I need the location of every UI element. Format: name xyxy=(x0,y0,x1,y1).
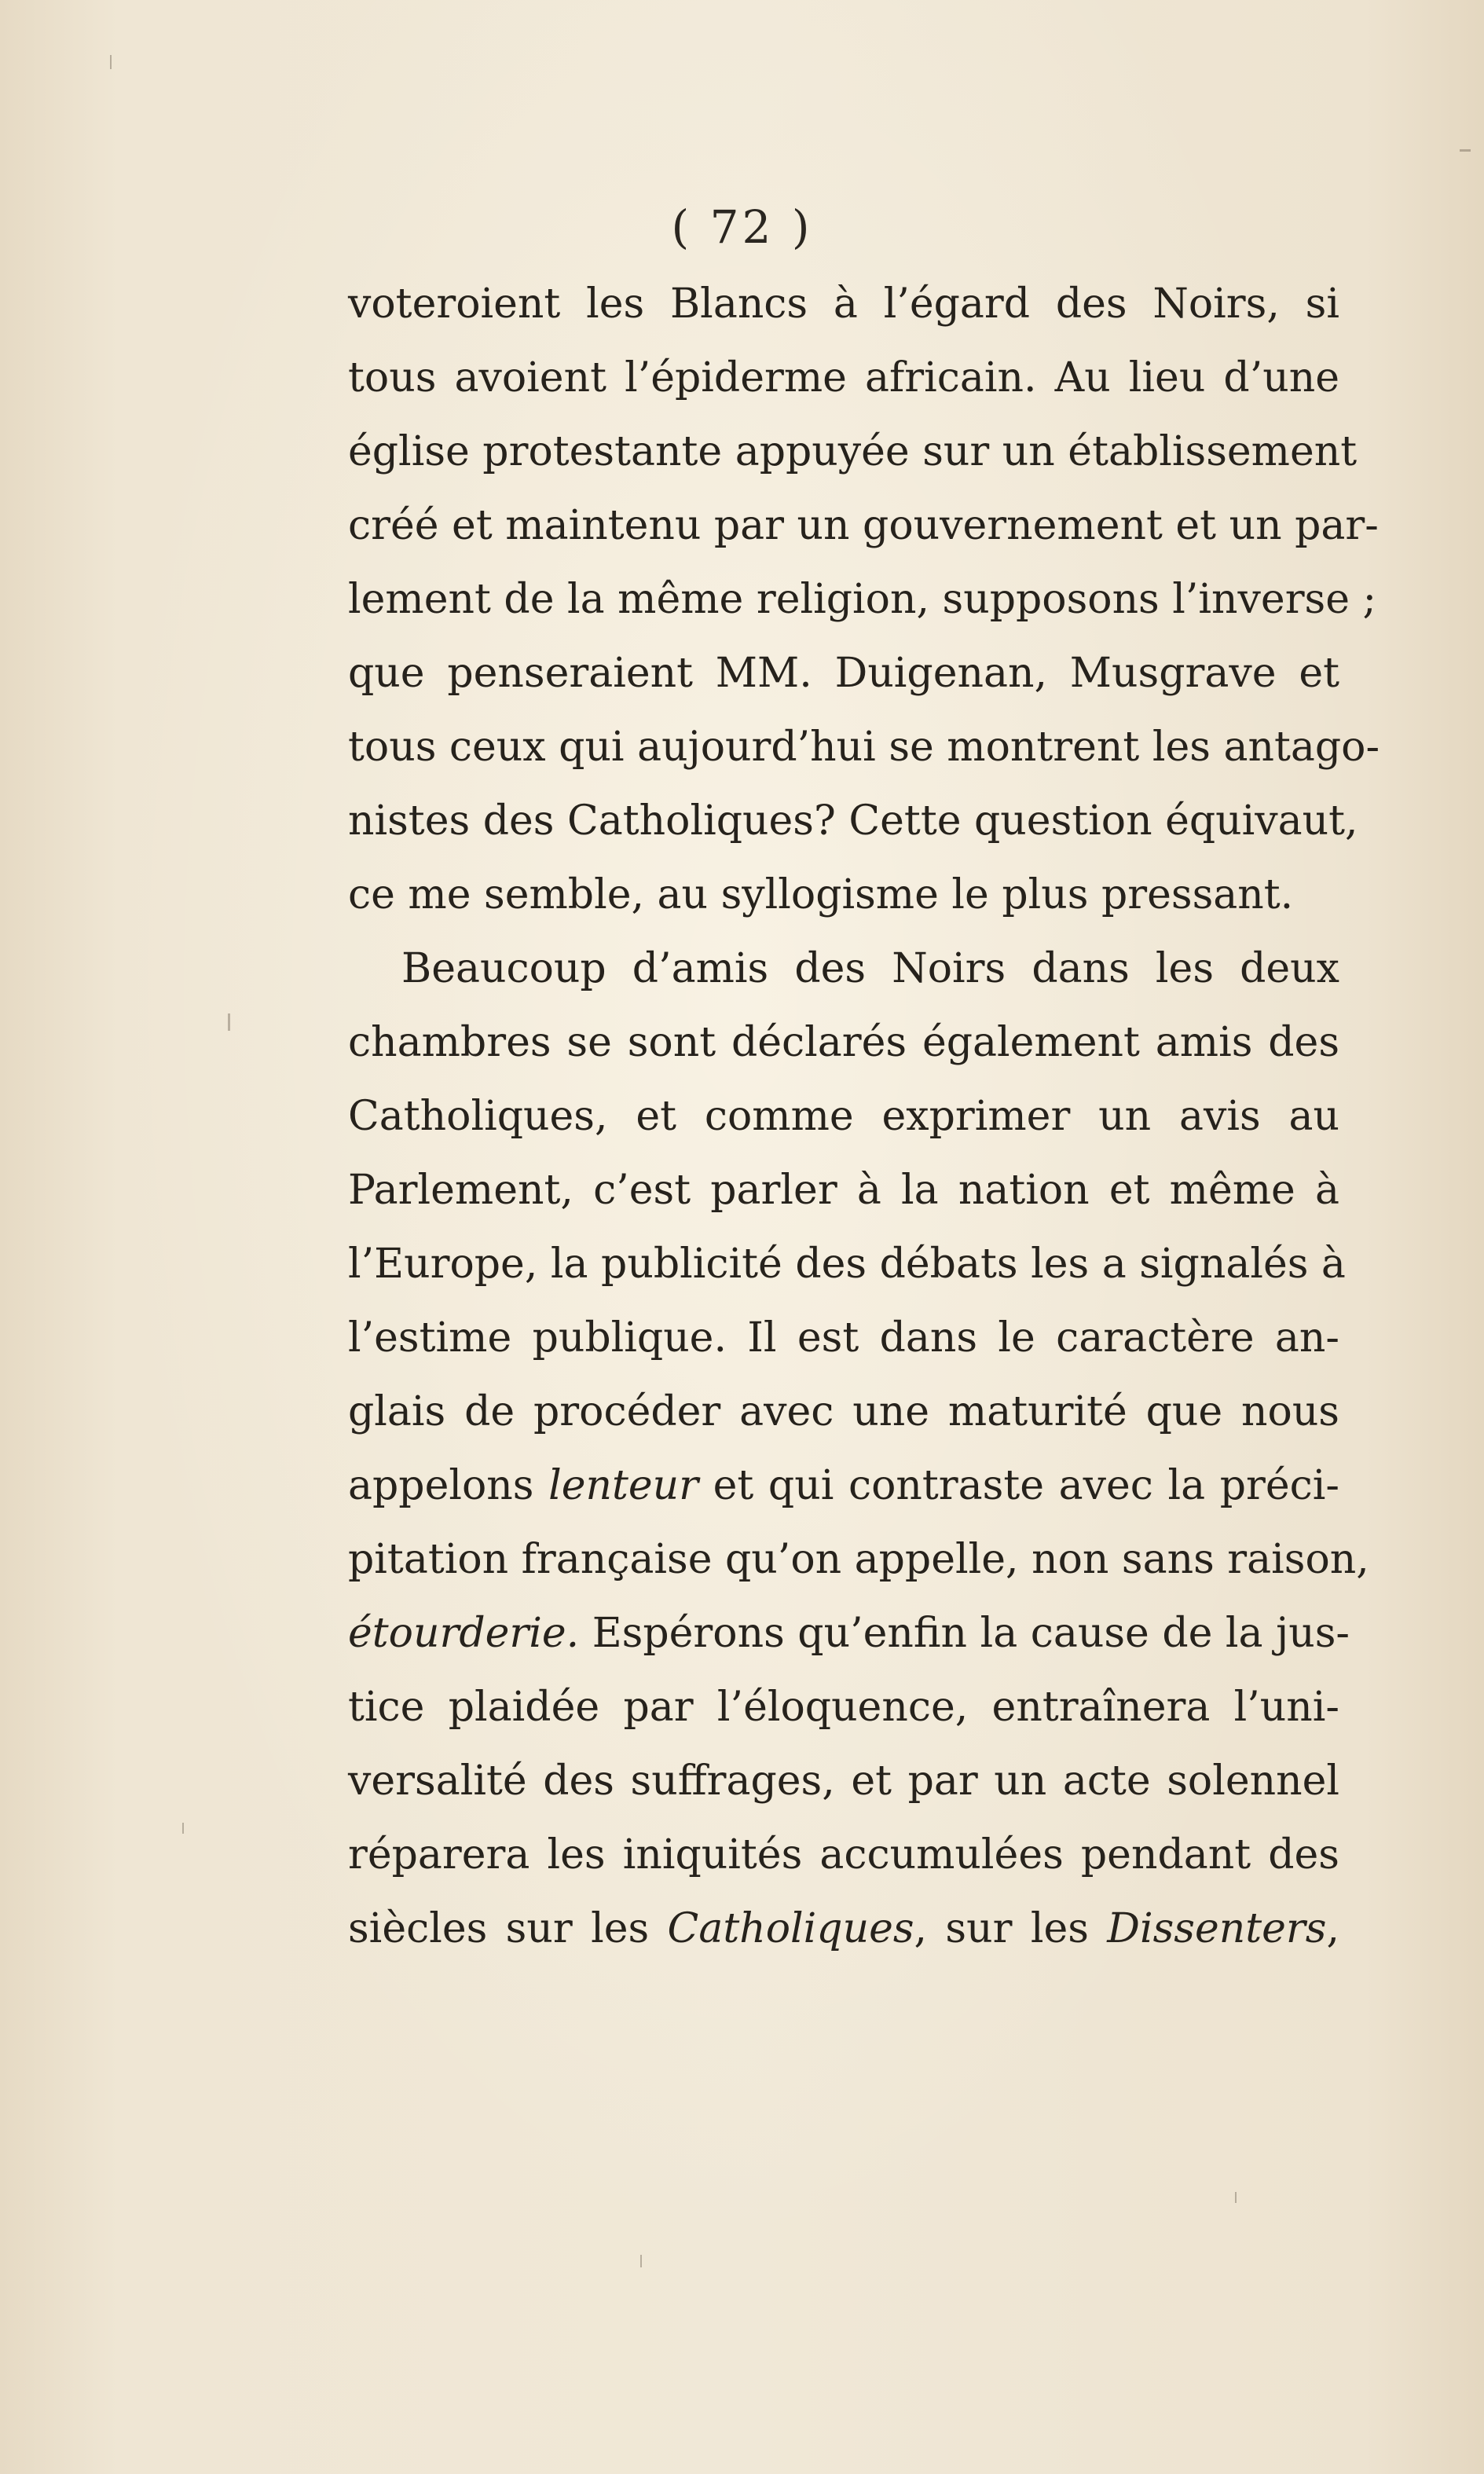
text-run: l’estime publique. Il est dans le caractère an- xyxy=(348,1314,1339,1362)
text-run: versalité des suffrages, et par un acte solennel xyxy=(348,1757,1339,1805)
text-line xyxy=(348,710,1380,784)
text-line xyxy=(348,1006,1339,1079)
italic-text: étourderie. xyxy=(348,1610,580,1657)
text-run: siècles sur les xyxy=(348,1905,668,1952)
text-run: appelons xyxy=(348,1462,549,1509)
text-run: et qui contraste avec la préci- xyxy=(698,1462,1340,1509)
text-run: pitation française qu’on appelle, non sans raison, xyxy=(348,1536,1369,1583)
text-line xyxy=(348,1523,1369,1596)
text-run: lement de la même religion, supposons l’inverse ; xyxy=(348,576,1377,623)
body-text xyxy=(348,267,1380,2074)
text-line xyxy=(348,415,1358,489)
text-run: Parlement, c’est parler à la nation et même à xyxy=(348,1167,1339,1214)
text-run: tice plaidée par l’éloquence, entraînera l’uni- xyxy=(348,1684,1339,1731)
paper-speck xyxy=(1235,2192,1237,2203)
text-line xyxy=(348,784,1358,858)
paper-speck xyxy=(182,1823,184,1834)
text-line xyxy=(348,489,1379,563)
text-line xyxy=(348,1375,1339,1449)
text-run: créé et maintenu par un gouvernement et un par- xyxy=(348,502,1379,549)
text-run: voteroient les Blancs à l’égard des Noirs, si xyxy=(348,280,1339,328)
text-run: église protestante appuyée sur un établissement xyxy=(348,428,1358,475)
text-line xyxy=(401,932,1339,1006)
text-line xyxy=(348,563,1377,636)
text-run: , xyxy=(1326,1905,1339,1952)
text-line xyxy=(348,341,1339,415)
italic-text: Catholiques xyxy=(667,1905,914,1952)
italic-text: lenteur xyxy=(548,1462,699,1509)
text-line xyxy=(348,858,1339,932)
text-line xyxy=(348,1744,1339,1818)
text-line xyxy=(348,267,1339,341)
text-run: que penseraient MM. Duigenan, Musgrave et xyxy=(348,650,1339,697)
text-line xyxy=(348,1227,1346,1301)
text-line xyxy=(348,1079,1339,1153)
text-line xyxy=(348,1301,1339,1375)
text-line xyxy=(348,1596,1350,1670)
paper-speck xyxy=(110,55,112,69)
paper-speck xyxy=(228,1013,230,1031)
italic-text: Dissenters xyxy=(1107,1905,1327,1952)
text-run: Espérons qu’enfin la cause de la jus- xyxy=(579,1610,1350,1657)
text-run: nistes des Catholiques? Cette question équivaut, xyxy=(348,797,1358,845)
text-line xyxy=(348,1449,1339,1523)
text-run: l’Europe, la publicité des débats les a signalés à xyxy=(348,1241,1346,1288)
text-line xyxy=(348,1670,1339,1744)
paper-speck xyxy=(640,2255,642,2267)
text-line xyxy=(348,1892,1339,1966)
text-line xyxy=(348,636,1339,710)
text-line xyxy=(348,1153,1339,1227)
text-run: réparera les iniquités accumulées pendant des xyxy=(348,1831,1339,1878)
text-run: ce me semble, au syllogisme le plus pressant. xyxy=(348,871,1294,918)
text-run: tous ceux qui aujourd’hui se montrent les antago- xyxy=(348,724,1380,771)
text-run: Beaucoup d’amis des Noirs dans les deux xyxy=(401,945,1339,992)
text-line xyxy=(348,1818,1339,1892)
paper-speck xyxy=(1460,149,1471,152)
text-run: , sur les xyxy=(914,1905,1108,1952)
page-number: ( 72 ) xyxy=(671,200,813,254)
text-run: tous avoient l’épiderme africain. Au lieu d’une xyxy=(348,354,1339,401)
text-run: chambres se sont déclarés également amis des xyxy=(348,1019,1339,1066)
text-run: glais de procéder avec une maturité que nous xyxy=(348,1388,1339,1435)
text-run: Catholiques, et comme exprimer un avis au xyxy=(348,1093,1339,1140)
